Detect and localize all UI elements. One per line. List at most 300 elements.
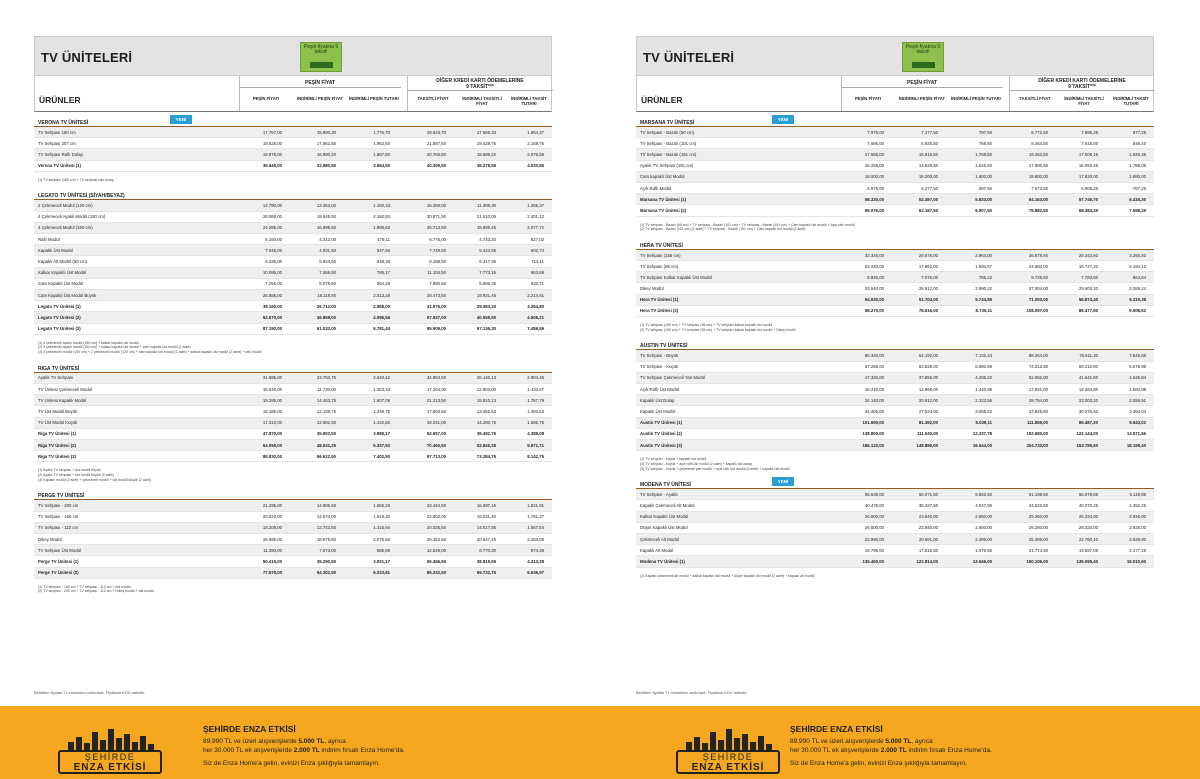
price-cell: 769,50 xyxy=(978,140,992,146)
price-cell: 50.071,50 xyxy=(918,491,938,497)
price-cell: 5.337,92 xyxy=(373,442,390,448)
set-total-row xyxy=(34,301,552,312)
price-cell: 5.586,35 xyxy=(479,281,496,287)
price-cell: 7.618,05 xyxy=(1081,140,1098,146)
product-name: Hera TV Ünitesi (1) xyxy=(640,297,679,303)
product-row xyxy=(636,406,1154,417)
price-cell: 16.092,45 xyxy=(1078,163,1098,169)
price-cell: 86.477,60 xyxy=(1078,308,1098,314)
price-cell: 36.869,00 xyxy=(316,314,336,320)
section-notes xyxy=(34,335,552,355)
product-name: Riga TV Ünitesi (1) xyxy=(38,431,76,437)
price-cell: 21.610,05 xyxy=(476,214,496,220)
price-cell: 797,50 xyxy=(978,129,992,135)
section-notes xyxy=(636,217,1154,232)
price-cell: 4.206,22 xyxy=(975,375,992,381)
price-cell: 122.814,00 xyxy=(916,558,938,564)
product-row xyxy=(636,138,1154,149)
product-row xyxy=(34,279,552,290)
section-notes xyxy=(636,317,1154,332)
product-row xyxy=(636,534,1154,545)
product-row xyxy=(636,183,1154,194)
set-total-row xyxy=(636,440,1154,451)
price-cell: 1.962,50 xyxy=(373,140,390,146)
price-cell: 67.136,30 xyxy=(476,326,496,332)
price-cell: 4.313,28 xyxy=(527,558,544,564)
page-title: TV ÜNİTELERİ xyxy=(41,50,133,65)
price-cell: 16.397,15 xyxy=(476,503,496,509)
price-cell: 69.075,00 xyxy=(864,207,884,213)
product-name: Ayaklı TV Sehpası xyxy=(38,375,74,381)
product-name: Çekmeceli Alt Modül xyxy=(640,536,679,542)
price-cell: 38.160,00 xyxy=(262,303,282,309)
price-cell: 88.830,00 xyxy=(262,453,282,459)
price-cell: 32.980,50 xyxy=(316,163,336,169)
price-cell: 55.635,00 xyxy=(864,491,884,497)
product-row xyxy=(636,127,1154,138)
price-cell: 12.529,00 xyxy=(426,547,446,553)
product-name: Raflı Modül xyxy=(38,236,60,242)
price-cell: 4.096,56 xyxy=(373,314,390,320)
price-cell: 17.508,15 xyxy=(1078,151,1098,157)
product-row xyxy=(636,395,1154,406)
column-label: PEŞİN FİYATI xyxy=(854,96,882,101)
price-cell: 52.845,38 xyxy=(476,442,496,448)
product-name: TV Sehpası (95 cm) xyxy=(640,263,679,269)
price-cell: 16.544,00 xyxy=(972,442,992,448)
column-divider xyxy=(841,76,842,111)
price-cell: 36.645,00 xyxy=(262,163,282,169)
section-title xyxy=(34,115,552,127)
price-cell: 18.119,50 xyxy=(317,292,336,298)
new-badge: YENİ xyxy=(170,115,192,124)
price-cell: 204.732,00 xyxy=(1026,442,1048,448)
price-cell: 55.078,65 xyxy=(1078,491,1098,497)
price-cell: 21.774,50 xyxy=(1028,547,1048,553)
price-cell: 1.994,67 xyxy=(975,263,992,269)
set-total-row xyxy=(636,429,1154,440)
price-cell: 6.975,00 xyxy=(867,185,884,191)
price-cell: 23.763,75 xyxy=(316,375,336,381)
price-cell: 19.625,00 xyxy=(262,140,282,146)
price-cell: 19.428,75 xyxy=(476,140,496,146)
price-cell: 2.283,05 xyxy=(527,536,544,542)
product-name: Austin TV Ünitesi (3) xyxy=(640,442,683,448)
product-name: Düşer Kapaklı Üst Modül xyxy=(640,525,688,531)
section-title-text: PERGE TV ÜNİTESİ xyxy=(38,493,85,500)
price-cell: 85.332,50 xyxy=(426,570,446,576)
product-row xyxy=(34,138,552,149)
product-row xyxy=(636,261,1154,272)
price-cell: 5.980,89 xyxy=(975,364,992,370)
price-cell: 108.097,00 xyxy=(1026,308,1048,314)
product-name: TV Sehpası - 160 cm xyxy=(38,514,79,520)
price-cell: 15.916,50 xyxy=(918,151,938,157)
product-row xyxy=(636,373,1154,384)
product-name: Riga TV Ünitesi (3) xyxy=(38,453,76,459)
price-cell: 14.264,80 xyxy=(1078,386,1098,392)
product-section xyxy=(636,338,1154,471)
price-cell: 13.646,00 xyxy=(972,558,992,564)
price-cell: 35.902,50 xyxy=(316,431,336,437)
price-cell: 30.871,50 xyxy=(426,214,446,220)
product-section xyxy=(636,238,1154,333)
new-badge: YENİ xyxy=(772,477,794,486)
price-cell: 5.833,00 xyxy=(975,196,992,202)
price-cell: 17.204,00 xyxy=(426,386,446,392)
price-cell: 1.887,80 xyxy=(373,151,390,157)
price-cell: 22.902,00 xyxy=(426,514,446,520)
product-row xyxy=(34,234,552,245)
price-cell: 150.106,00 xyxy=(1026,558,1048,564)
divider xyxy=(841,87,1003,88)
price-cell: 7.066,50 xyxy=(319,270,336,276)
price-cell: 8.142,75 xyxy=(527,453,544,459)
price-cell: 6.905,25 xyxy=(1081,185,1098,191)
price-cell: 1.656,28 xyxy=(373,503,390,509)
price-cell: 7.783,60 xyxy=(1081,274,1098,280)
campaign-banner xyxy=(0,706,1200,779)
product-name: Dikey Modül xyxy=(640,286,664,292)
product-name: Marsana TV Ünitesi (1) xyxy=(640,196,687,202)
price-cell: 547,94 xyxy=(376,247,390,253)
price-cell: 30.276,40 xyxy=(1078,408,1098,414)
price-cell: 14.463,75 xyxy=(316,397,336,403)
product-row xyxy=(34,245,552,256)
price-cell: 35.290,50 xyxy=(316,558,336,564)
price-cell: 14.906,50 xyxy=(316,503,336,509)
product-name: TV Sehpası 180 cm xyxy=(38,129,76,135)
price-cell: 6.160,00 xyxy=(265,236,282,242)
price-cell: 14.790,00 xyxy=(262,203,282,209)
price-cell: 18.000,00 xyxy=(864,174,884,180)
product-name: Açık Raflı Modül xyxy=(640,185,672,191)
product-name: Cam Kapaklı Üst Modül Büyük xyxy=(38,292,97,298)
price-cell: 12.138,75 xyxy=(316,408,336,414)
price-cell: 1.440,89 xyxy=(975,386,992,392)
footnote: (2) TV sehpası - büyük + açık raflı üst modül (2 adet) + kapaklı üst dolap xyxy=(640,461,752,466)
price-cell: 26.334,00 xyxy=(1078,514,1098,520)
product-name: TV Sehpası (155 cm) xyxy=(640,252,681,258)
product-row xyxy=(34,384,552,395)
price-cell: 16.210,00 xyxy=(864,386,884,392)
price-cell: 13.571,56 xyxy=(1126,431,1146,437)
price-cell: 1.265,37 xyxy=(527,203,544,209)
price-cell: 17.880,50 xyxy=(1028,163,1048,169)
price-cell: 4.047,50 xyxy=(975,503,992,509)
footnote: (2) TV sehpası - 200 cm + TV sehpası - 110 cm + Dikey modül + üst modül xyxy=(38,589,154,594)
price-cell: 785,17 xyxy=(376,270,390,276)
price-cell: 7.845,69 xyxy=(1129,353,1146,359)
section-title-text: MODENA TV ÜNİTESİ xyxy=(640,482,691,489)
price-cell: 41.641,60 xyxy=(1078,375,1098,381)
page-header xyxy=(636,36,1154,76)
price-cell: 37.856,00 xyxy=(918,375,938,381)
price-cell: 2.077,72 xyxy=(527,225,544,231)
product-name: TV Sehpası Raflı Dolap xyxy=(38,151,83,157)
price-cell: 40.309,50 xyxy=(426,163,446,169)
price-cell: 24.285,00 xyxy=(262,225,282,231)
price-cell: 1.781,27 xyxy=(527,514,544,520)
product-row xyxy=(34,395,552,406)
price-cell: 64.630,00 xyxy=(864,297,884,303)
price-cell: 1.979,50 xyxy=(975,547,992,553)
price-cell: 885,89 xyxy=(376,547,390,553)
price-cell: 7.255,00 xyxy=(265,281,282,287)
price-cell: 5.871,71 xyxy=(527,442,544,448)
price-cell: 13.352,63 xyxy=(476,408,496,414)
price-cell: 36.679,50 xyxy=(1028,252,1048,258)
product-name: TV Ünitesi Çekmeceli Modül xyxy=(38,386,92,392)
price-cell: 648,28 xyxy=(376,258,390,264)
price-cell: 33.345,00 xyxy=(864,252,884,258)
product-name: Modena TV Ünitesi (1) xyxy=(640,558,685,564)
price-cell: 7.980,50 xyxy=(429,281,446,287)
product-name: TV Sehpası Çekmeceli Yan Modül xyxy=(640,375,706,381)
product-row xyxy=(636,384,1154,395)
product-row xyxy=(636,523,1154,534)
product-name: TV Sehpası - 200 cm xyxy=(38,503,79,509)
product-name: Dikey Modül xyxy=(38,536,62,542)
price-cell: 18.699,45 xyxy=(476,225,496,231)
price-cell: 135.095,40 xyxy=(1076,558,1098,564)
column-label: TAKSİTLİ FİYAT xyxy=(417,96,449,101)
set-total-row xyxy=(34,312,552,323)
price-cell: 9.943,02 xyxy=(1129,420,1146,426)
product-name: Legato TV Ünitesi (2) xyxy=(38,314,81,320)
price-cell: 11.388,30 xyxy=(477,203,496,209)
price-cell: 23.003,20 xyxy=(1078,397,1098,403)
column-divider xyxy=(1009,76,1010,111)
product-row xyxy=(636,272,1154,283)
cash-price-group: PEŞİN FİYAT xyxy=(906,80,937,86)
bonus-card-icon xyxy=(912,62,935,68)
price-cell: 1.303,33 xyxy=(373,386,390,392)
price-cell: 74.013,50 xyxy=(1028,364,1048,370)
price-cell: 2.528,90 xyxy=(1129,536,1146,542)
price-cell: 61.033,00 xyxy=(316,326,336,332)
price-cell: 22.760,10 xyxy=(1078,536,1098,542)
product-name: Marsana TV Ünitesi (2) xyxy=(640,207,687,213)
section-notes xyxy=(34,172,552,183)
price-cell: 3.264,80 xyxy=(527,303,544,309)
price-cell: 64.163,00 xyxy=(1028,196,1048,202)
price-cell: 697,50 xyxy=(978,185,992,191)
price-cell: 8.770,30 xyxy=(479,547,496,553)
price-cell: 40.555,90 xyxy=(476,314,496,320)
legal-note-right: Belirtilen fiyatlar TL cinsinden verilmiştir. Fiyatlara KDV dahildir. xyxy=(636,690,748,695)
product-name: Riga TV Ünitesi (2) xyxy=(38,442,76,448)
price-cell: 8.335,00 xyxy=(265,258,282,264)
price-cell: 6.776,00 xyxy=(429,236,446,242)
campaign-text: ŞEHİRDE ENZA ETKİSİ 89.990 TL ve üzeri alışverişlerde 5.000 TL, ayrıca her 30.000 TL ek alışverişlerde 2.000 TL indirim fırsatı Enza Home'da. Siz de Enza Home'a gelin, evinizi Enza şıklığıyla tamamlayın. xyxy=(790,724,992,767)
price-cell: 20.025,50 xyxy=(426,525,446,531)
product-row xyxy=(636,500,1154,511)
price-cell: 21.213,50 xyxy=(426,397,446,403)
column-label: PEŞİN FİYATI xyxy=(252,96,280,101)
price-cell: 19.543,70 xyxy=(426,129,446,135)
price-cell: 19.645,50 xyxy=(316,214,336,220)
price-cell: 19.800,00 xyxy=(1028,174,1048,180)
price-cell: 602,74 xyxy=(530,247,544,253)
section-title xyxy=(636,477,1154,489)
price-cell: 52.670,00 xyxy=(262,314,282,320)
price-cell: 16.185,00 xyxy=(262,408,282,414)
price-cell: 14.280,75 xyxy=(476,420,496,426)
price-cell: 148.896,00 xyxy=(916,442,938,448)
price-cell: 138.800,00 xyxy=(862,431,884,437)
price-cell: 186.120,00 xyxy=(862,442,884,448)
price-cell: 36.427,50 xyxy=(918,503,938,509)
price-cell: 6.277,50 xyxy=(921,185,938,191)
price-cell: 23.940,00 xyxy=(918,514,938,520)
product-section xyxy=(636,115,1154,232)
product-name: Austin TV Ünitesi (2) xyxy=(640,431,683,437)
price-cell: 2.660,00 xyxy=(975,525,992,531)
price-cell: 4.931,50 xyxy=(319,247,336,253)
price-cell: 29.383,20 xyxy=(476,303,496,309)
section-title-text: LEGATO TV ÜNİTESİ (SİYAH/BEYAZ) xyxy=(38,193,125,200)
price-cell: 3.260,40 xyxy=(1129,252,1146,258)
column-label: İNDİRİMLİ PEŞİN TUTARI xyxy=(349,96,399,101)
section-title-text: RIGA TV ÜNİTESİ xyxy=(38,365,80,372)
footnote: (2) TV sehpası (155 cm) + TV sehpası (95 cm) + TV sehpası kalkar kapaklı üst modül + Dikey modül xyxy=(640,327,796,332)
installment-group xyxy=(407,78,553,90)
column-divider xyxy=(239,76,240,111)
price-cell: 2.182,83 xyxy=(373,214,390,220)
product-name: 4 Çekmeceli Modül (150 cm) xyxy=(38,225,93,231)
price-cell: 1.584,98 xyxy=(1129,386,1146,392)
price-cell: 19.795,00 xyxy=(864,547,884,553)
price-cell: 101.690,00 xyxy=(862,420,884,426)
price-cell: 2.990,22 xyxy=(975,286,992,292)
price-cell: 51.704,00 xyxy=(918,297,938,303)
price-cell: 974,48 xyxy=(530,547,544,553)
set-total-row xyxy=(34,451,552,462)
price-cell: 47.320,00 xyxy=(864,375,884,381)
footnote: (2) TV sehpası - Bazalı (101 cm) (2 adet) + TV sehpası - Bazalı (151 cm) + Cam kapaklı üst modül (2 adet) xyxy=(640,227,806,232)
product-name: TV Sehpası - Büyük xyxy=(640,353,679,359)
product-name: Kapaklı Alt Modül xyxy=(640,547,674,553)
product-row xyxy=(34,256,552,267)
set-total-row xyxy=(636,295,1154,306)
cash-price-group: PEŞİN FİYAT xyxy=(304,80,335,86)
footnote: (1) 4 çekmeceli ayaklı modül (150 cm) + kalkar kapaklı üst modül xyxy=(38,340,139,345)
product-name: Verona TV Ünitesi (1) xyxy=(38,163,81,169)
price-cell: 163.785,60 xyxy=(1076,442,1098,448)
product-name: TV Sehpası 207 cm xyxy=(38,140,76,146)
price-cell: 38.819,55 xyxy=(476,558,496,564)
price-cell: 3.364,04 xyxy=(1129,408,1146,414)
price-cell: 3.058,22 xyxy=(975,408,992,414)
page-header xyxy=(34,36,552,76)
price-cell: 6.119,85 xyxy=(1129,491,1146,497)
price-cell: 29.260,00 xyxy=(1028,525,1048,531)
product-row xyxy=(34,149,552,160)
price-cell: 16.999,50 xyxy=(316,225,336,231)
price-cell: 5.834,50 xyxy=(319,258,336,264)
price-cell: 58.330,00 xyxy=(864,196,884,202)
column-label: İNDİRİMLİ TAKSİT TUTARI xyxy=(511,96,547,106)
price-cell: 18.198,40 xyxy=(1126,442,1146,448)
price-cell: 23.940,00 xyxy=(918,525,938,531)
divider xyxy=(239,87,401,88)
set-total-row xyxy=(34,440,552,451)
product-row xyxy=(34,500,552,511)
price-cell: 9.608,62 xyxy=(1129,308,1146,314)
section-notes xyxy=(34,462,552,482)
price-cell: 1.768,50 xyxy=(975,151,992,157)
product-name: Cam kapaklı Üst Modül xyxy=(640,174,685,180)
price-cell: 6.417,95 xyxy=(479,258,496,264)
price-cell: 863,68 xyxy=(530,270,544,276)
price-cell: 19.453,50 xyxy=(1028,151,1048,157)
column-label: İNDİRİMLİ TAKSİTLİ FİYAT xyxy=(462,96,502,106)
set-total-row xyxy=(636,418,1154,429)
price-cell: 52.657,00 xyxy=(426,431,446,437)
price-cell: 40.070,25 xyxy=(1078,503,1098,509)
price-cell: 37.004,00 xyxy=(1028,286,1048,292)
price-cell: 26.713,50 xyxy=(426,225,446,231)
price-cell: 152.680,00 xyxy=(1026,431,1048,437)
price-cell: 7.402,50 xyxy=(373,453,390,459)
price-cell: 52.052,00 xyxy=(1028,375,1048,381)
price-cell: 36.278,55 xyxy=(476,163,496,169)
price-cell: 57.746,70 xyxy=(1078,196,1098,202)
price-cell: 47.870,00 xyxy=(262,431,282,437)
price-cell: 53.828,00 xyxy=(918,364,938,370)
price-cell: 15.640,00 xyxy=(262,386,282,392)
product-name: Austin TV Ünitesi (1) xyxy=(640,420,683,426)
price-cell: 5.744,89 xyxy=(975,297,992,303)
price-cell: 8.772,50 xyxy=(1031,129,1048,135)
price-cell: 877,25 xyxy=(1132,129,1146,135)
price-cell: 40.475,00 xyxy=(864,503,884,509)
price-cell: 6.636,97 xyxy=(527,570,544,576)
price-cell: 17.952,00 xyxy=(918,263,938,269)
price-cell: 1.788,05 xyxy=(1129,163,1146,169)
price-cell: 3.289,24 xyxy=(1129,286,1146,292)
price-cell: 22.440,00 xyxy=(864,263,884,269)
product-name: Legato TV Ünitesi (3) xyxy=(38,326,81,332)
price-cell: 620,71 xyxy=(530,281,544,287)
product-name: Kalkar Kapaklı Üst Modül xyxy=(640,514,689,520)
price-cell: 16.269,00 xyxy=(426,203,446,209)
price-cell: 713,11 xyxy=(531,258,544,264)
product-row xyxy=(636,362,1154,373)
installment-badge xyxy=(902,42,944,72)
section-title xyxy=(34,361,552,373)
price-cell: 80.340,00 xyxy=(864,353,884,359)
price-cell: 64.055,00 xyxy=(262,442,282,448)
price-cell: 1.483,63 xyxy=(527,408,544,414)
product-name: Kalkar Kapaklı Üst Modül xyxy=(38,270,87,276)
price-cell: 18.679,50 xyxy=(316,536,336,542)
product-section xyxy=(34,361,552,483)
price-cell: 15.910,13 xyxy=(476,397,496,403)
price-cell: 122.144,00 xyxy=(1076,431,1098,437)
footnote: (3) Kapaklı modül (2 adet) + çekmeceli modül + üst modül küçük (2 adet) xyxy=(38,477,151,482)
price-cell: 89.487,20 xyxy=(1078,420,1098,426)
section-title xyxy=(636,115,1154,127)
price-cell: 39.492,75 xyxy=(476,431,496,437)
price-cell: 7.973,00 xyxy=(319,547,336,553)
product-row xyxy=(636,250,1154,261)
product-name: Kapaklı Üst Modül xyxy=(38,247,73,253)
products-header: ÜRÜNLER xyxy=(641,95,683,105)
price-cell: 17.815,50 xyxy=(918,547,938,553)
price-cell: 4.506,21 xyxy=(527,314,544,320)
